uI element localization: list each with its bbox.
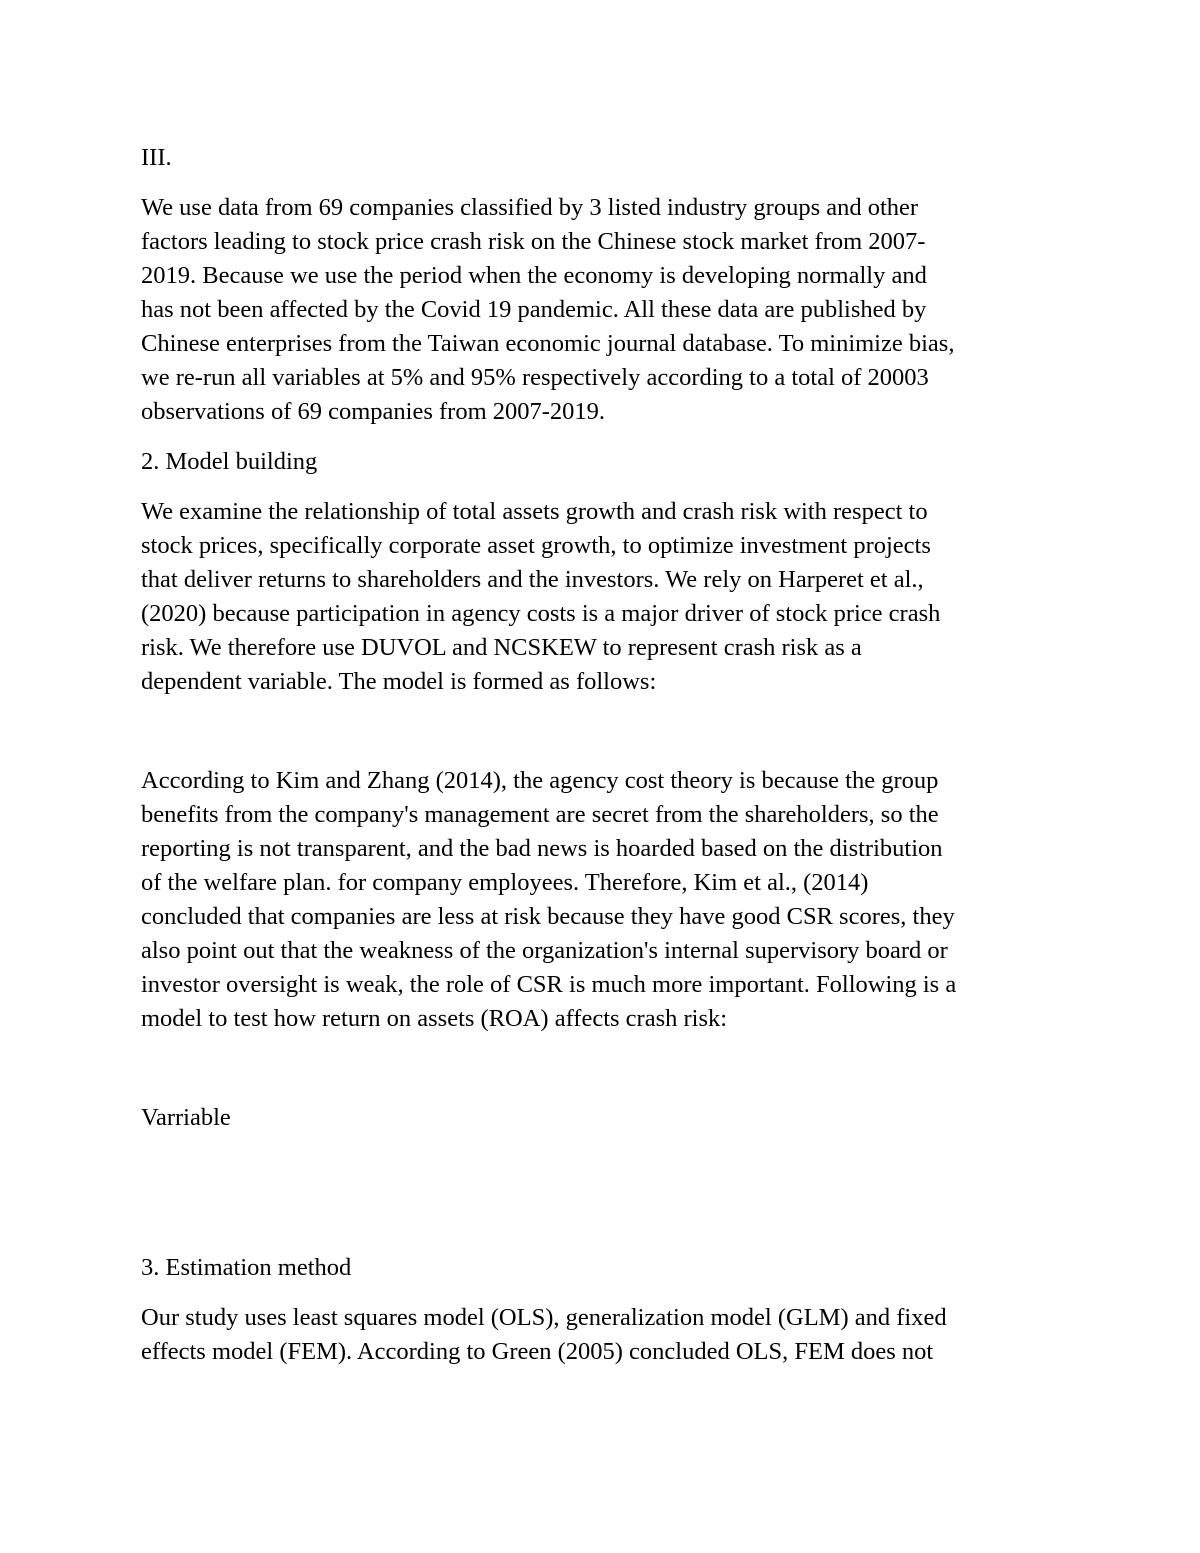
paragraph-line: reporting is not transparent, and the bad news is hoarded based on the distribution	[141, 835, 943, 862]
paragraph-line: concluded that companies are less at risk because they have good CSR scores, they	[141, 903, 955, 930]
paragraph-line: of the welfare plan. for company employees. Therefore, Kim et al., (2014)	[141, 869, 869, 896]
variable-label: Varriable	[141, 1104, 231, 1131]
paragraph-line: has not been affected by the Covid 19 pandemic. All these data are published by	[141, 296, 927, 323]
paragraph-line: stock prices, specifically corporate asset growth, to optimize investment projects	[141, 532, 931, 559]
paragraph-line: We examine the relationship of total assets growth and crash risk with respect to	[141, 498, 928, 525]
paragraph-line: observations of 69 companies from 2007-2019.	[141, 398, 606, 425]
paragraph-line: model to test how return on assets (ROA) affects crash risk:	[141, 1005, 728, 1032]
paragraph-line: risk. We therefore use DUVOL and NCSKEW to represent crash risk as a	[141, 634, 862, 661]
estimation-method-heading: 3. Estimation method	[141, 1254, 352, 1281]
paragraph-line: we re-run all variables at 5% and 95% respectively according to a total of 20003	[141, 364, 929, 391]
paragraph-line: also point out that the weakness of the organization's internal supervisory board or	[141, 937, 948, 964]
paragraph-line: (2020) because participation in agency costs is a major driver of stock price crash	[141, 600, 941, 627]
paragraph-line: 2019. Because we use the period when the economy is developing normally and	[141, 262, 927, 289]
paragraph-line: that deliver returns to shareholders and the investors. We rely on Harperet et al.,	[141, 566, 924, 593]
paragraph-line: factors leading to stock price crash risk on the Chinese stock market from 2007-	[141, 228, 926, 255]
paragraph-line: dependent variable. The model is formed as follows:	[141, 668, 657, 695]
section-heading: III.	[141, 144, 172, 171]
paragraph-line: benefits from the company's management are secret from the shareholders, so the	[141, 801, 939, 828]
paragraph-line: According to Kim and Zhang (2014), the agency cost theory is because the group	[141, 767, 939, 794]
paragraph-line: investor oversight is weak, the role of CSR is much more important. Following is a	[141, 971, 957, 998]
paragraph-line: Chinese enterprises from the Taiwan economic journal database. To minimize bias,	[141, 330, 955, 357]
paragraph-line: Our study uses least squares model (OLS), generalization model (GLM) and fixed	[141, 1304, 947, 1331]
model-building-heading: 2. Model building	[141, 448, 318, 475]
paragraph-line: effects model (FEM). According to Green (2005) concluded OLS, FEM does not	[141, 1338, 934, 1365]
paragraph-line: We use data from 69 companies classified by 3 listed industry groups and other	[141, 194, 919, 221]
